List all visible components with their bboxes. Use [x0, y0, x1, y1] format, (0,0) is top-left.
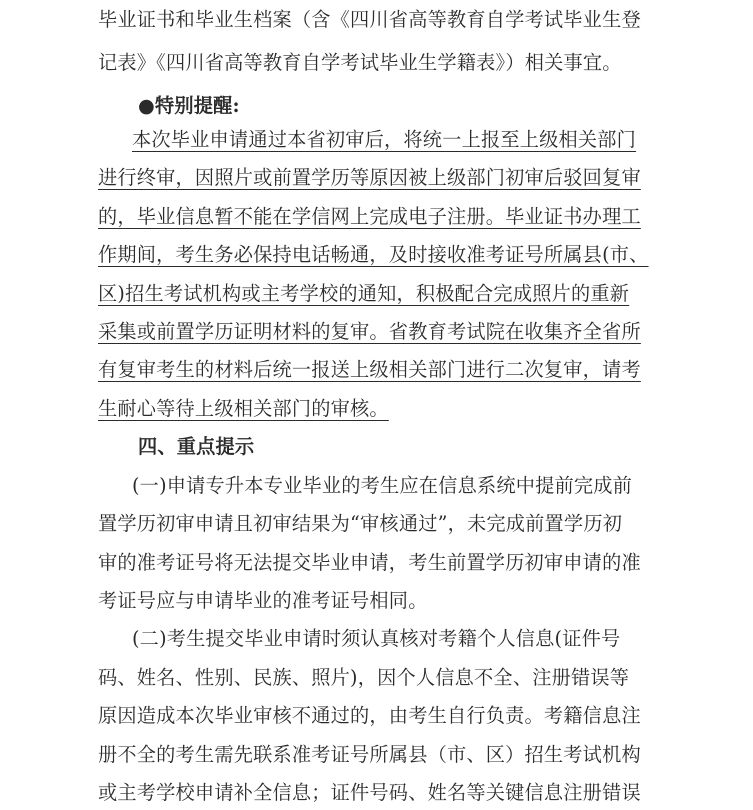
paragraph-line: (一)申请专升本专业毕业的考生应在信息系统中提前完成前: [132, 474, 633, 497]
reminder-line: 生耐心等待上级相关部门的审核。: [98, 397, 389, 420]
paragraph-line: 审的准考证号将无法提交毕业申请，考生前置学历初审申请的准: [98, 551, 641, 574]
section-heading: 四、重点提示: [138, 435, 255, 458]
reminder-line: 进行终审，因照片或前置学历等原因被上级部门初审后驳回复审: [98, 166, 641, 189]
reminder-line: 采集或前置学历证明材料的复审。省教育考试院在收集齐全省所: [98, 320, 641, 343]
reminder-line: 区)招生考试机构或主考学校的通知，积极配合完成照片的重新: [98, 282, 630, 305]
paragraph-line: (二)考生提交毕业申请时须认真核对考籍个人信息(证件号: [132, 627, 621, 650]
paragraph-line: 考证号应与申请毕业的准考证号相同。: [98, 589, 428, 612]
reminder-line: 有复审考生的材料后统一报送上级相关部门进行二次复审，请考: [98, 358, 641, 381]
paragraph-line: 毕业证书和毕业生档案（含《四川省高等教育自学考试毕业生登: [98, 8, 641, 31]
paragraph-line: 码、姓名、性别、民族、照片)，因个人信息不全、注册错误等: [98, 666, 630, 689]
paragraph-line: 或主考学校申请补全信息；证件号码、姓名等关键信息注册错误: [98, 781, 641, 804]
special-reminder-heading: ●特别提醒:: [138, 94, 240, 117]
paragraph-line: 原因造成本次毕业审核不通过的，由考生自行负责。考籍信息注: [98, 704, 641, 727]
reminder-line: 本次毕业申请通过本省初审后，将统一上报至上级相关部门: [132, 128, 637, 151]
paragraph-line: 置学历初审申请且初审结果为“审核通过”，未完成前置学历初: [98, 512, 623, 535]
reminder-line: 作期间，考生务必保持电话畅通，及时接收准考证号所属县(市、: [98, 243, 649, 266]
paragraph-line: 册不全的考生需先联系准考证号所属县（市、区）招生考试机构: [98, 743, 641, 766]
paragraph-line: 记表》《四川省高等教育自学考试毕业生学籍表》）相关事宜。: [98, 51, 622, 74]
reminder-line: 的，毕业信息暂不能在学信网上完成电子注册。毕业证书办理工: [98, 205, 641, 228]
